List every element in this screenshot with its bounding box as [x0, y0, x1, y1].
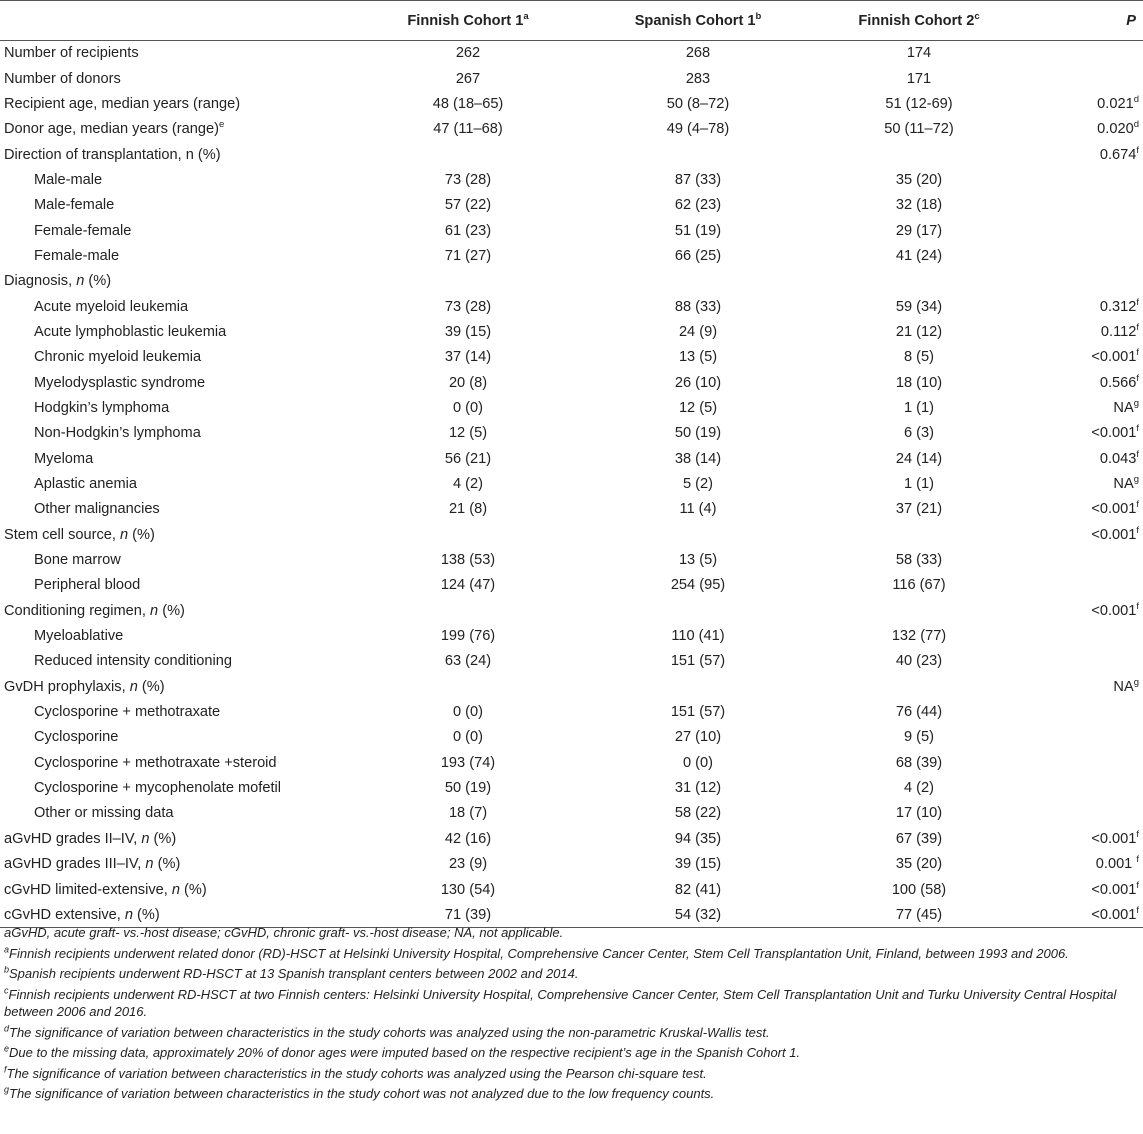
cell-finnish-cohort-1: 73 (28)	[444, 171, 492, 188]
row-label: Male-male	[34, 171, 103, 188]
row-label: GvDH prophylaxis, n (%)	[4, 678, 165, 695]
cell-p-value: <0.001$^f$	[1041, 902, 1143, 927]
cell-p-value: <0.001$^f$	[1091, 879, 1139, 898]
table-row	[0, 522, 1143, 547]
cell-finnish-cohort-2: 32 (18)	[895, 197, 943, 214]
table-row	[0, 66, 1143, 91]
table-row	[0, 775, 1143, 800]
cell-p-value: <0.001$^f$	[1091, 828, 1139, 847]
cell-p-value: 0.001 $^f$	[1095, 854, 1139, 873]
header-row	[0, 1, 1143, 41]
table-row	[0, 725, 1143, 750]
cell-finnish-cohort-2: 50 (11–72)	[884, 121, 954, 138]
row-label: Donor age, median years (range)$^e$	[4, 119, 225, 138]
cell-p-value: 0.043$^f$	[1099, 448, 1139, 467]
cell-finnish-cohort-2	[797, 522, 1041, 547]
header-spanish-cohort-1: Spanish Cohort 1$^b$	[599, 1, 797, 41]
cell-finnish-cohort-2: 59 (34)	[895, 298, 943, 315]
row-label: Number of donors	[4, 70, 121, 87]
row-label: Aplastic anemia	[34, 476, 138, 493]
cell-finnish-cohort-2	[797, 142, 1041, 167]
cell-p-value	[1041, 699, 1143, 724]
cell-p-value	[1041, 801, 1143, 826]
cell-finnish-cohort-2: 58 (33)	[895, 552, 943, 569]
cell-p-value	[1041, 547, 1143, 572]
row-label: Hodgkin’s lymphoma	[34, 399, 170, 416]
row-label: Number of recipients	[4, 45, 139, 62]
cell-finnish-cohort-2: 18 (10)	[895, 374, 943, 391]
row-label: Myeloma	[34, 450, 94, 467]
cell-finnish-cohort-2: 76 (44)	[895, 704, 943, 721]
cell-spanish-cohort-1: 50 (8–72)	[666, 95, 730, 112]
cell-spanish-cohort-1: 24 (9)	[678, 323, 718, 340]
table-row	[0, 801, 1143, 826]
cell-p-value: 0.674$^f$	[1099, 144, 1139, 163]
cell-finnish-cohort-2: 9 (5)	[903, 729, 934, 746]
cell-p-value: 0.566$^f$	[1099, 372, 1139, 391]
cell-p-value	[1041, 243, 1143, 268]
table-row	[0, 142, 1143, 167]
cell-p-value	[1041, 269, 1143, 294]
cell-finnish-cohort-1: 42 (16)	[444, 830, 492, 847]
cell-finnish-cohort-1: 0 (0)	[452, 704, 483, 721]
table-row	[0, 41, 1143, 66]
cell-finnish-cohort-2: 116 (67)	[892, 577, 946, 594]
cell-p-value: 0.112$^f$	[1100, 322, 1139, 340]
cell-finnish-cohort-2: 41 (24)	[895, 247, 943, 264]
table-row	[0, 421, 1143, 446]
cell-finnish-cohort-1: 124 (47)	[440, 577, 496, 594]
table-row	[0, 193, 1143, 218]
cell-finnish-cohort-1: 23 (9)	[448, 856, 488, 873]
cell-finnish-cohort-1: 0 (0)	[452, 729, 483, 746]
cell-finnish-cohort-1: 47 (11–68)	[433, 121, 503, 138]
cell-finnish-cohort-2: 1 (1)	[903, 399, 934, 416]
cell-spanish-cohort-1: 62 (23)	[674, 197, 722, 214]
cell-p-value	[1041, 167, 1143, 192]
cell-finnish-cohort-2: 4 (2)	[903, 780, 934, 797]
cell-finnish-cohort-1: 21 (8)	[448, 501, 488, 518]
footnote: $^b$Spanish recipients underwent RD-HSCT at 13 Spanish transplant centers between 2002 and 2014.	[4, 964, 579, 981]
row-label: aGvHD grades II–IV, n (%)	[4, 830, 177, 847]
table-row	[0, 91, 1143, 116]
footnote: $^c$Finnish recipients underwent RD-HSCT at two Finnish centers: Helsinki University Hospital, Comprehensive Cancer Center, Stem Cell Transplantation Unit and Turku University Central Hospital between 2006 and 2016.	[4, 985, 1117, 1019]
cell-finnish-cohort-2: 29 (17)	[895, 222, 943, 239]
table-row	[0, 623, 1143, 648]
cell-finnish-cohort-2	[797, 598, 1041, 623]
table-row	[0, 877, 1143, 902]
cell-finnish-cohort-1	[337, 598, 599, 623]
cell-p-value	[1041, 649, 1143, 674]
row-label: Other malignancies	[34, 501, 160, 518]
cell-finnish-cohort-1	[337, 142, 599, 167]
cell-spanish-cohort-1: 88 (33)	[674, 298, 722, 315]
cell-finnish-cohort-1: 12 (5)	[448, 425, 488, 442]
table-row	[0, 699, 1143, 724]
cell-finnish-cohort-1: 63 (24)	[444, 653, 492, 670]
cell-p-value	[1041, 193, 1143, 218]
row-label: Female-male	[34, 247, 120, 264]
row-label: Conditioning regimen, n (%)	[4, 602, 185, 619]
cell-finnish-cohort-1: 267	[455, 70, 481, 87]
cell-p-value	[1041, 775, 1143, 800]
cell-spanish-cohort-1: 11 (4)	[679, 501, 717, 518]
table-row	[0, 750, 1143, 775]
table-row	[0, 471, 1143, 496]
cell-finnish-cohort-2: 171	[906, 70, 932, 87]
cell-finnish-cohort-1: 71 (39)	[337, 902, 599, 927]
cell-spanish-cohort-1: 82 (41)	[674, 881, 722, 898]
cell-finnish-cohort-2	[797, 269, 1041, 294]
table-row	[0, 497, 1143, 522]
cell-spanish-cohort-1: 38 (14)	[674, 450, 722, 467]
table-footnotes	[4, 924, 1141, 1106]
table-row	[0, 269, 1143, 294]
cell-p-value: $NA^g$	[1113, 676, 1139, 695]
table-row	[0, 573, 1143, 598]
header-finnish-cohort-1: Finnish Cohort 1$^a$	[337, 1, 599, 41]
row-label: Reduced intensity conditioning	[34, 653, 232, 670]
cell-finnish-cohort-1: 48 (18–65)	[432, 95, 504, 112]
row-label: Stem cell source, n (%)	[4, 526, 155, 543]
row-label: Direction of transplantation, n (%)	[4, 146, 221, 163]
cell-finnish-cohort-2: 35 (20)	[895, 171, 943, 188]
row-label: Acute myeloid leukemia	[34, 298, 189, 315]
cell-spanish-cohort-1: 110 (41)	[671, 628, 725, 645]
table-row	[0, 167, 1143, 192]
cell-finnish-cohort-2: 51 (12-69)	[885, 95, 953, 112]
cell-finnish-cohort-2: 67 (39)	[895, 830, 943, 847]
footnote: $^d$The significance of variation between characteristics in the study cohorts was analyzed using the non-parametric Kruskal-Wallis test.	[4, 1023, 770, 1040]
cell-finnish-cohort-1: 56 (21)	[444, 450, 492, 467]
cell-p-value: <0.001$^f$	[1091, 499, 1139, 518]
cell-finnish-cohort-1: 262	[455, 45, 481, 62]
cell-finnish-cohort-2: 68 (39)	[895, 754, 943, 771]
cell-spanish-cohort-1: 58 (22)	[674, 805, 722, 822]
cell-finnish-cohort-1: 4 (2)	[452, 476, 483, 493]
cell-spanish-cohort-1: 54 (32)	[599, 902, 797, 927]
cell-finnish-cohort-1: 18 (7)	[448, 805, 488, 822]
footnote: $^g$The significance of variation between characteristics in the study cohort was not analyzed due to the low frequency counts.	[4, 1084, 715, 1101]
cell-p-value: 0.312$^f$	[1099, 296, 1139, 315]
cell-p-value	[1041, 41, 1143, 66]
cell-p-value	[1041, 750, 1143, 775]
cell-p-value: 0.020$^d$	[1097, 119, 1139, 138]
cell-finnish-cohort-1	[337, 674, 599, 699]
cell-spanish-cohort-1	[599, 522, 797, 547]
cell-spanish-cohort-1: 51 (19)	[674, 222, 722, 239]
row-label: Myelodysplastic syndrome	[34, 374, 206, 391]
table-row	[0, 294, 1143, 319]
cell-spanish-cohort-1: 0 (0)	[682, 754, 713, 771]
cell-p-value	[1041, 218, 1143, 243]
row-label: Cyclosporine	[34, 729, 119, 746]
row-label: Female-female	[34, 222, 132, 239]
cell-spanish-cohort-1: 151 (57)	[670, 704, 726, 721]
cell-finnish-cohort-1: 61 (23)	[444, 222, 492, 239]
row-label: Non-Hodgkin’s lymphoma	[34, 425, 201, 442]
cell-spanish-cohort-1: 254 (95)	[670, 577, 726, 594]
cell-spanish-cohort-1	[599, 142, 797, 167]
cell-spanish-cohort-1: 12 (5)	[678, 399, 718, 416]
cell-finnish-cohort-2: 132 (77)	[891, 628, 947, 645]
cell-finnish-cohort-2: 40 (23)	[895, 653, 943, 670]
cell-p-value: $NA^g$	[1113, 474, 1139, 493]
cell-spanish-cohort-1: 5 (2)	[682, 476, 713, 493]
row-label: Chronic myeloid leukemia	[34, 349, 202, 366]
table-row	[0, 319, 1143, 344]
table-row	[0, 547, 1143, 572]
cell-finnish-cohort-2: 35 (20)	[895, 856, 943, 873]
row-label: Cyclosporine + methotraxate +steroid	[34, 754, 277, 771]
cell-spanish-cohort-1: 49 (4–78)	[666, 121, 730, 138]
row-label: cGvHD limited-extensive, n (%)	[4, 881, 207, 898]
cell-finnish-cohort-1: 73 (28)	[444, 298, 492, 315]
cell-spanish-cohort-1: 87 (33)	[674, 171, 722, 188]
table-row	[0, 446, 1143, 471]
footnote: $^e$Due to the missing data, approximately 20% of donor ages were imputed based on the respective recipient’s age in the Spanish Cohort 1.	[4, 1043, 801, 1060]
cell-spanish-cohort-1: 26 (10)	[674, 374, 722, 391]
cell-spanish-cohort-1: 13 (5)	[678, 552, 718, 569]
table-row	[0, 345, 1143, 370]
cell-finnish-cohort-2: 21 (12)	[895, 323, 943, 340]
cell-p-value	[1041, 573, 1143, 598]
table-header	[0, 1, 1143, 41]
cell-p-value	[1041, 725, 1143, 750]
cell-finnish-cohort-1	[337, 269, 599, 294]
row-label: Other or missing data	[34, 805, 174, 822]
cell-p-value: <0.001$^f$	[1091, 524, 1139, 543]
cell-spanish-cohort-1	[599, 674, 797, 699]
table-row	[0, 218, 1143, 243]
header-finnish-cohort-2: Finnish Cohort 2$^c$	[797, 1, 1041, 41]
cell-finnish-cohort-1: 138 (53)	[440, 552, 496, 569]
cell-p-value: <0.001$^f$	[1091, 600, 1139, 619]
cell-finnish-cohort-1: 130 (54)	[440, 881, 496, 898]
row-label: Peripheral blood	[34, 577, 141, 594]
table-row	[0, 852, 1143, 877]
row-label: Acute lymphoblastic leukemia	[34, 323, 227, 340]
cell-finnish-cohort-1	[337, 522, 599, 547]
cell-finnish-cohort-1: 193 (74)	[440, 754, 496, 771]
table-body	[0, 41, 1143, 928]
cell-p-value	[1041, 623, 1143, 648]
cell-finnish-cohort-1: 71 (27)	[444, 247, 492, 264]
row-label: cGvHD extensive, n (%)	[0, 902, 337, 927]
cell-spanish-cohort-1: 283	[685, 70, 711, 87]
cell-spanish-cohort-1: 50 (19)	[674, 425, 722, 442]
cell-spanish-cohort-1: 27 (10)	[674, 729, 722, 746]
cell-spanish-cohort-1: 66 (25)	[674, 247, 722, 264]
table-row	[0, 674, 1143, 699]
cell-finnish-cohort-1: 199 (76)	[440, 628, 496, 645]
cell-spanish-cohort-1: 151 (57)	[670, 653, 726, 670]
row-label: Cyclosporine + mycophenolate mofetil	[34, 780, 282, 797]
table-row	[0, 598, 1143, 623]
header-empty	[0, 1, 337, 41]
row-label: Bone marrow	[34, 552, 121, 569]
row-label: Diagnosis, n (%)	[4, 273, 112, 290]
table-row	[0, 395, 1143, 420]
cell-finnish-cohort-1: 57 (22)	[444, 197, 492, 214]
cell-finnish-cohort-2: 37 (21)	[895, 501, 943, 518]
cell-spanish-cohort-1: 13 (5)	[678, 349, 718, 366]
row-label: Cyclosporine + methotraxate	[34, 704, 221, 721]
table-row	[0, 370, 1143, 395]
cell-spanish-cohort-1: 94 (35)	[674, 830, 722, 847]
row-label: aGvHD grades III–IV, n (%)	[4, 856, 181, 873]
cell-p-value	[1041, 66, 1143, 91]
footnote: aGvHD, acute graft- vs.-host disease; cGvHD, chronic graft- vs.-host disease; NA, not applicable.	[4, 925, 564, 940]
cell-finnish-cohort-2: 24 (14)	[895, 450, 943, 467]
cell-finnish-cohort-2: 100 (58)	[891, 881, 947, 898]
cell-finnish-cohort-2: 17 (10)	[895, 805, 943, 822]
cell-finnish-cohort-1: 50 (19)	[444, 780, 492, 797]
cell-spanish-cohort-1	[599, 598, 797, 623]
cell-finnish-cohort-2: 6 (3)	[903, 425, 934, 442]
cell-p-value: <0.001$^f$	[1091, 347, 1139, 366]
cell-spanish-cohort-1: 31 (12)	[674, 780, 722, 797]
table-row	[0, 117, 1143, 142]
table-row	[0, 243, 1143, 268]
footnote: $^f$The significance of variation between characteristics in the study cohorts was analyzed using the Pearson chi-square test.	[4, 1064, 707, 1081]
row-label: Male-female	[34, 197, 115, 214]
cell-finnish-cohort-2: 174	[906, 45, 932, 62]
header-p-value: P	[1041, 1, 1143, 41]
cell-spanish-cohort-1: 268	[685, 45, 711, 62]
cell-spanish-cohort-1	[599, 269, 797, 294]
cell-finnish-cohort-1: 39 (15)	[444, 323, 492, 340]
cell-finnish-cohort-2: 1 (1)	[903, 476, 934, 493]
cell-finnish-cohort-2: 77 (45)	[797, 902, 1041, 927]
cell-p-value: $NA^g$	[1113, 398, 1139, 416]
cell-spanish-cohort-1: 39 (15)	[674, 856, 722, 873]
table-row	[0, 826, 1143, 851]
cell-p-value: 0.021$^d$	[1097, 94, 1139, 112]
cell-finnish-cohort-1: 0 (0)	[452, 399, 483, 416]
table-row	[0, 649, 1143, 674]
cell-finnish-cohort-1: 20 (8)	[448, 374, 488, 391]
row-label: Recipient age, median years (range)	[4, 95, 241, 112]
cell-finnish-cohort-2	[797, 674, 1041, 699]
cell-finnish-cohort-1: 37 (14)	[444, 349, 492, 366]
cell-finnish-cohort-2: 8 (5)	[903, 349, 934, 366]
row-label: Myeloablative	[34, 628, 124, 645]
footnote: $^a$Finnish recipients underwent related donor (RD)-HSCT at Helsinki University Hospital, Comprehensive Cancer Center, Stem Cell Transplantation Unit, Finland, between 1993 and 2006.	[4, 944, 1069, 961]
cell-p-value: <0.001$^f$	[1091, 423, 1139, 442]
